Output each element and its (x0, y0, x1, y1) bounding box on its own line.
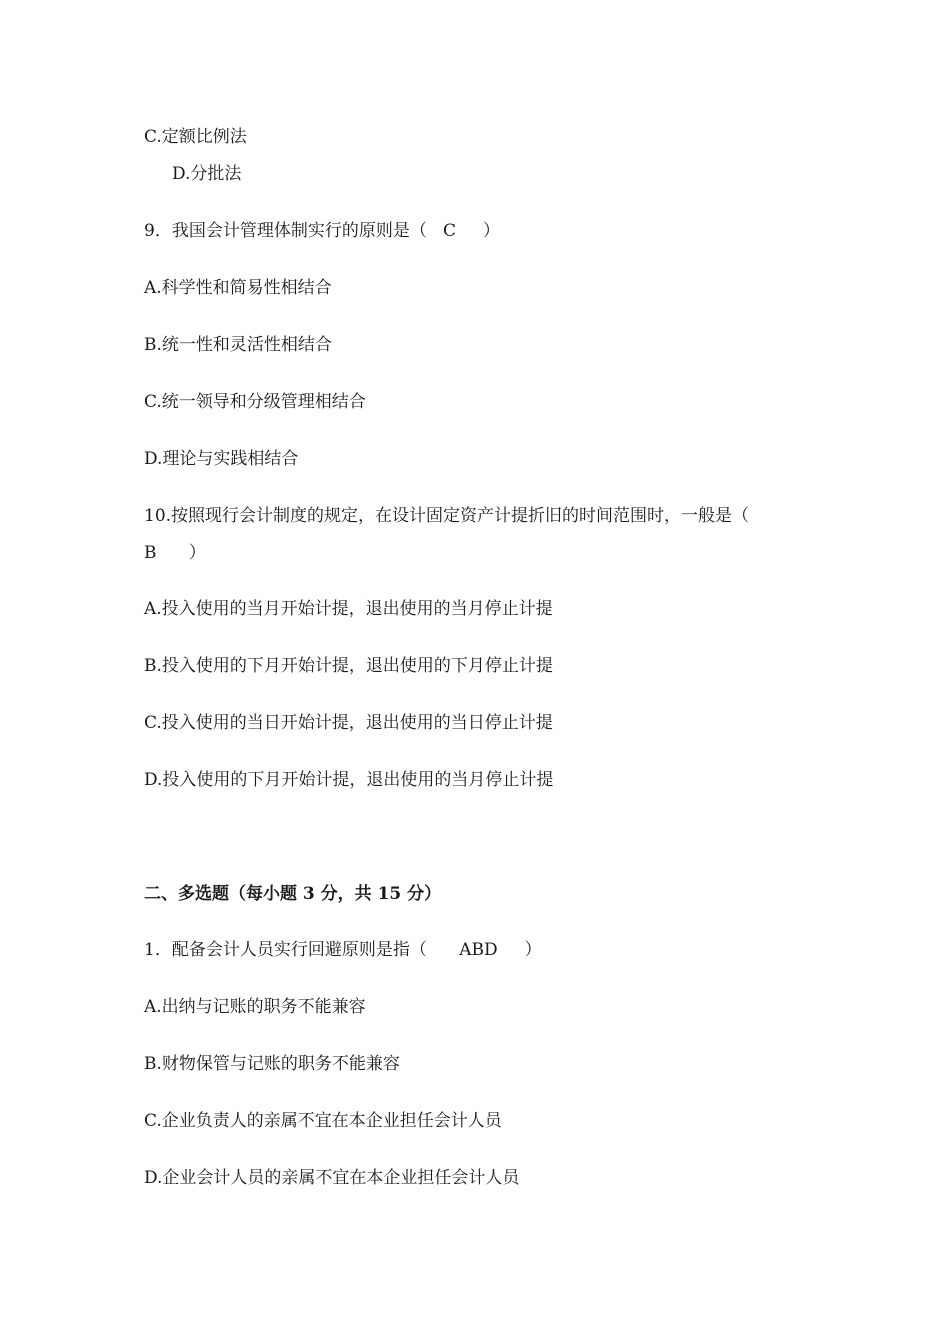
q10-stem-line2: B ） (144, 543, 206, 563)
q10-option-c: C.投入使用的当日开始计提，退出使用的当日停止计提 (144, 713, 553, 733)
s2-q1-stem: 1．配备会计人员实行回避原则是指（ ABD ） (144, 940, 542, 960)
q10-stem-line1: 10.按照现行会计制度的规定，在设计固定资产计提折旧的时间范围时，一般是（ (144, 506, 750, 526)
q9-option-d: D.理论与实践相结合 (144, 449, 299, 469)
s2-q1-option-a: A.出纳与记账的职务不能兼容 (144, 997, 366, 1017)
q10-option-b: B.投入使用的下月开始计提，退出使用的下月停止计提 (144, 656, 553, 676)
q9-option-a: A.科学性和简易性相结合 (144, 278, 332, 298)
section2-heading: 二、多选题（每小题 3 分，共 15 分） (144, 884, 442, 904)
s2-q1-option-b: B.财物保管与记账的职务不能兼容 (144, 1054, 400, 1074)
s2-q1-option-d: D.企业会计人员的亲属不宜在本企业担任会计人员 (144, 1168, 520, 1188)
q10-option-d: D.投入使用的下月开始计提，退出使用的当月停止计提 (144, 770, 554, 790)
q10-option-a: A.投入使用的当月开始计提，退出使用的当月停止计提 (144, 599, 553, 619)
q8-option-d: D.分批法 (172, 164, 242, 184)
q8-option-c: C.定额比例法 (144, 127, 247, 147)
q9-option-c: C.统一领导和分级管理相结合 (144, 392, 366, 412)
q9-stem: 9．我国会计管理体制实行的原则是（ C ） (144, 221, 501, 241)
q9-option-b: B.统一性和灵活性相结合 (144, 335, 332, 355)
s2-q1-option-c: C.企业负责人的亲属不宜在本企业担任会计人员 (144, 1111, 502, 1131)
